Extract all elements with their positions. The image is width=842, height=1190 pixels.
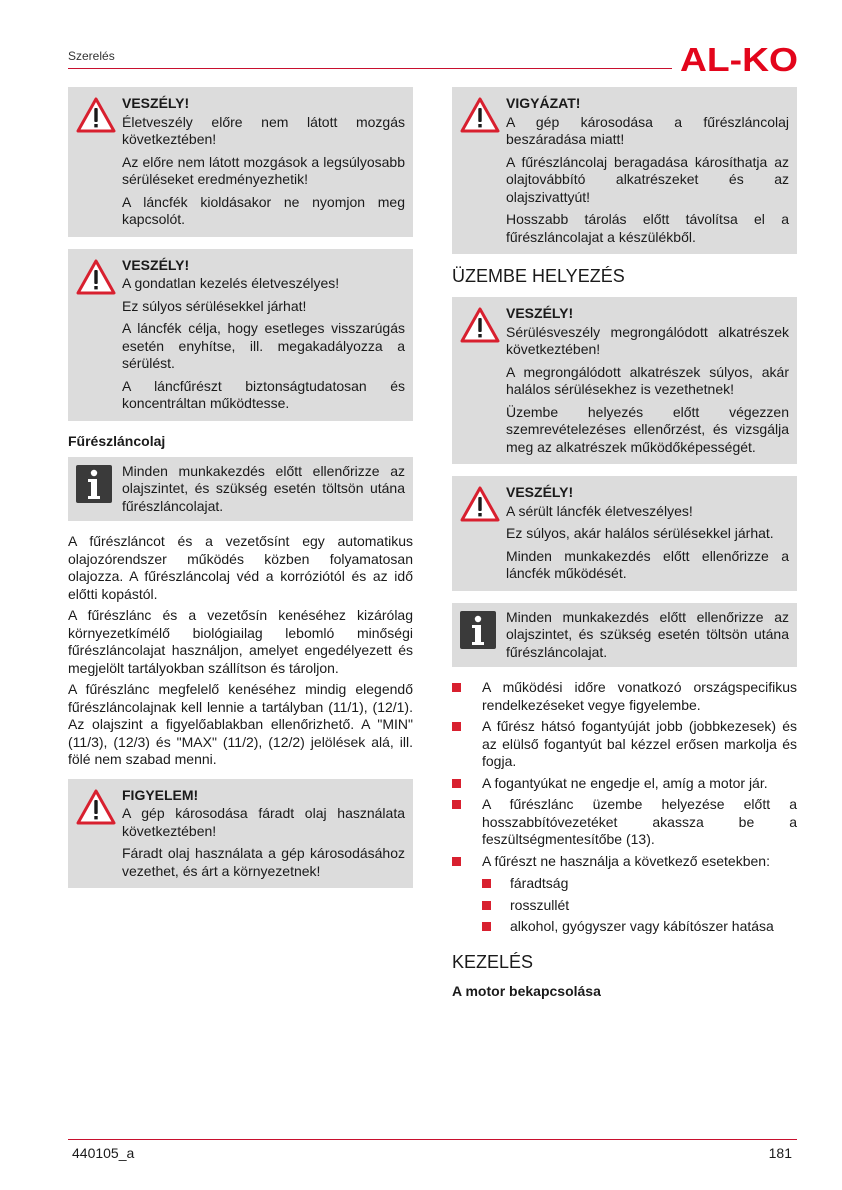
footer-rule — [68, 1139, 797, 1140]
sub-bullet-item: alkohol, gyógyszer vagy kábítószer hatása — [482, 918, 797, 936]
document-id: 440105_a — [72, 1145, 135, 1161]
section-label: Szerelés — [68, 49, 115, 63]
warning-title: VESZÉLY! — [122, 256, 190, 273]
warning-text: Ez súlyos sérülésekkel járhat! — [122, 297, 307, 314]
info-box — [452, 603, 797, 668]
bullet-item: A fűrész hátsó fogantyúját jobb (jobbkezesek) és az elülső fogantyút bal kézzel erősen markolja és fogja. — [452, 718, 797, 771]
warning-title: VESZÉLY! — [506, 484, 574, 500]
caution-box — [452, 87, 797, 254]
warning-triangle-icon — [76, 96, 116, 134]
info-box — [68, 457, 413, 522]
info-icon — [76, 465, 112, 503]
warning-text: A fűrészláncolaj beragadása károsíthatja az olajtovábbító alkatrészeket és az olajszivattyút! — [506, 153, 789, 205]
info-text: Minden munkakezdés előtt ellenőrizze az olajszintet, és szükség esetén töltsön utána fűrészláncolajat. — [506, 608, 789, 660]
body-paragraph: A fűrészlánc megfelelő kenéséhez mindig elegendő fűrészláncolajnak kell lennie a tartályban (11/1), (12/1). Az olajszint a figyelőablakban ellenőrizhető. A "MIN" (11/3), (12/3) és "MAX" (11/2), (12/2) jelölések alá, ill. fölé nem szabad menni. — [68, 681, 413, 767]
danger-box — [68, 87, 413, 237]
warning-triangle-icon — [460, 485, 500, 523]
brand-logo — [678, 42, 800, 74]
warning-text: Minden munkakezdés előtt ellenőrizze a láncfék működését. — [506, 547, 789, 581]
warning-text: A sérült láncfék életveszélyes! — [506, 502, 693, 519]
warning-title: FIGYELEM! — [122, 786, 199, 803]
sub-bullet-item: rosszullét — [482, 897, 797, 915]
danger-box — [452, 297, 797, 464]
bullet-item-text: A fűrészt ne használja a következő esetekben: — [482, 852, 770, 869]
brand-logo-text: AL-KO — [680, 42, 798, 74]
warning-text: A gép károsodása a fűrészláncolaj beszáradása miatt! — [506, 113, 789, 147]
body-paragraph: A fűrészláncot és a vezetősínt egy automatikus olajozórendszer működés közben folyamatosan olajozza. A fűrészláncolaj véd a korróziótól és az idő előtti kopástól. — [68, 533, 413, 602]
bullet-item: A fűrészlánc üzembe helyezése előtt a hosszabbítóvezetéket akassza be a feszültségmentesítőbe (13). — [452, 796, 797, 849]
warning-text: Életveszély előre nem látott mozgás következtében! — [122, 113, 405, 147]
warning-title: VIGYÁZAT! — [506, 95, 581, 111]
danger-box — [68, 249, 413, 421]
oil-heading: Fűrészláncolaj — [68, 432, 166, 449]
warning-triangle-icon — [76, 258, 116, 296]
subheading: A motor bekapcsolása — [452, 982, 601, 999]
warning-text: Ez súlyos, akár halálos sérülésekkel járhat. — [506, 525, 774, 541]
section-heading: ÜZEMBE HELYEZÉS — [452, 266, 625, 286]
right-column — [452, 87, 797, 1007]
sub-bullet-list — [482, 875, 797, 936]
warning-text: A gép károsodása fáradt olaj használata következtében! — [122, 805, 405, 839]
warning-triangle-icon — [460, 306, 500, 344]
safety-bullet-list — [452, 679, 797, 936]
left-column — [68, 87, 413, 900]
warning-text: Sérülésveszély megrongálódott alkatrészek következtében! — [506, 323, 789, 357]
bullet-item — [452, 853, 797, 936]
section-heading: KEZELÉS — [452, 951, 534, 972]
bullet-item: A fogantyúkat ne engedje el, amíg a motor jár. — [452, 775, 797, 793]
warning-title: VESZÉLY! — [122, 95, 190, 111]
warning-triangle-icon — [460, 96, 500, 134]
info-icon — [460, 611, 496, 649]
warning-text: A láncfék kioldásakor ne nyomjon meg kapcsolót. — [122, 193, 405, 227]
warning-text: Fáradt olaj használata a gép károsodásához vezethet, és árt a környezetnek! — [122, 845, 405, 879]
warning-text: A láncfék célja, hogy esetleges visszarúgás esetén enyhítse, ill. megakadályozza a sérülést. — [122, 320, 405, 371]
warning-text: A megrongálódott alkatrészek súlyos, akár halálos sérülésekhez is vezethetnek! — [506, 363, 789, 397]
warning-text: A láncfűrészt biztonságtudatosan és koncentráltan működtesse. — [122, 377, 405, 411]
sub-bullet-item: fáradtság — [482, 875, 797, 893]
page-number: 181 — [768, 1145, 792, 1161]
info-text: Minden munkakezdés előtt ellenőrizze az olajszintet, és szükség esetén töltsön utána fűrészláncolajat. — [122, 462, 405, 514]
warning-triangle-icon — [76, 788, 116, 826]
bullet-item: A működési időre vonatkozó országspecifikus rendelkezéseket vegye figyelembe. — [452, 679, 797, 714]
caution-box — [68, 779, 413, 889]
warning-text: Hosszabb tárolás előtt távolítsa el a fűrészláncolajat a készülékből. — [506, 211, 789, 245]
warning-text: Az előre nem látott mozgások a legsúlyosabb sérüléseket eredményezhetik! — [122, 153, 405, 187]
body-paragraph: A fűrészlánc és a vezetősín kenéséhez kizárólag környezetkímélő biológiailag lebomló minőségi fűrészláncolajat használjon, amelyet engedélyezett és megjelölt tartályokban szállítson és tároljon. — [68, 607, 413, 676]
warning-text: Üzembe helyezés előtt végezzen szemrevételezéses ellenőrzést, és vizsgálja meg az alkatrészek működőképességét. — [506, 403, 789, 455]
warning-text: A gondatlan kezelés életveszélyes! — [122, 275, 340, 291]
warning-title: VESZÉLY! — [506, 305, 574, 321]
header-rule — [68, 68, 672, 69]
danger-box — [452, 476, 797, 591]
